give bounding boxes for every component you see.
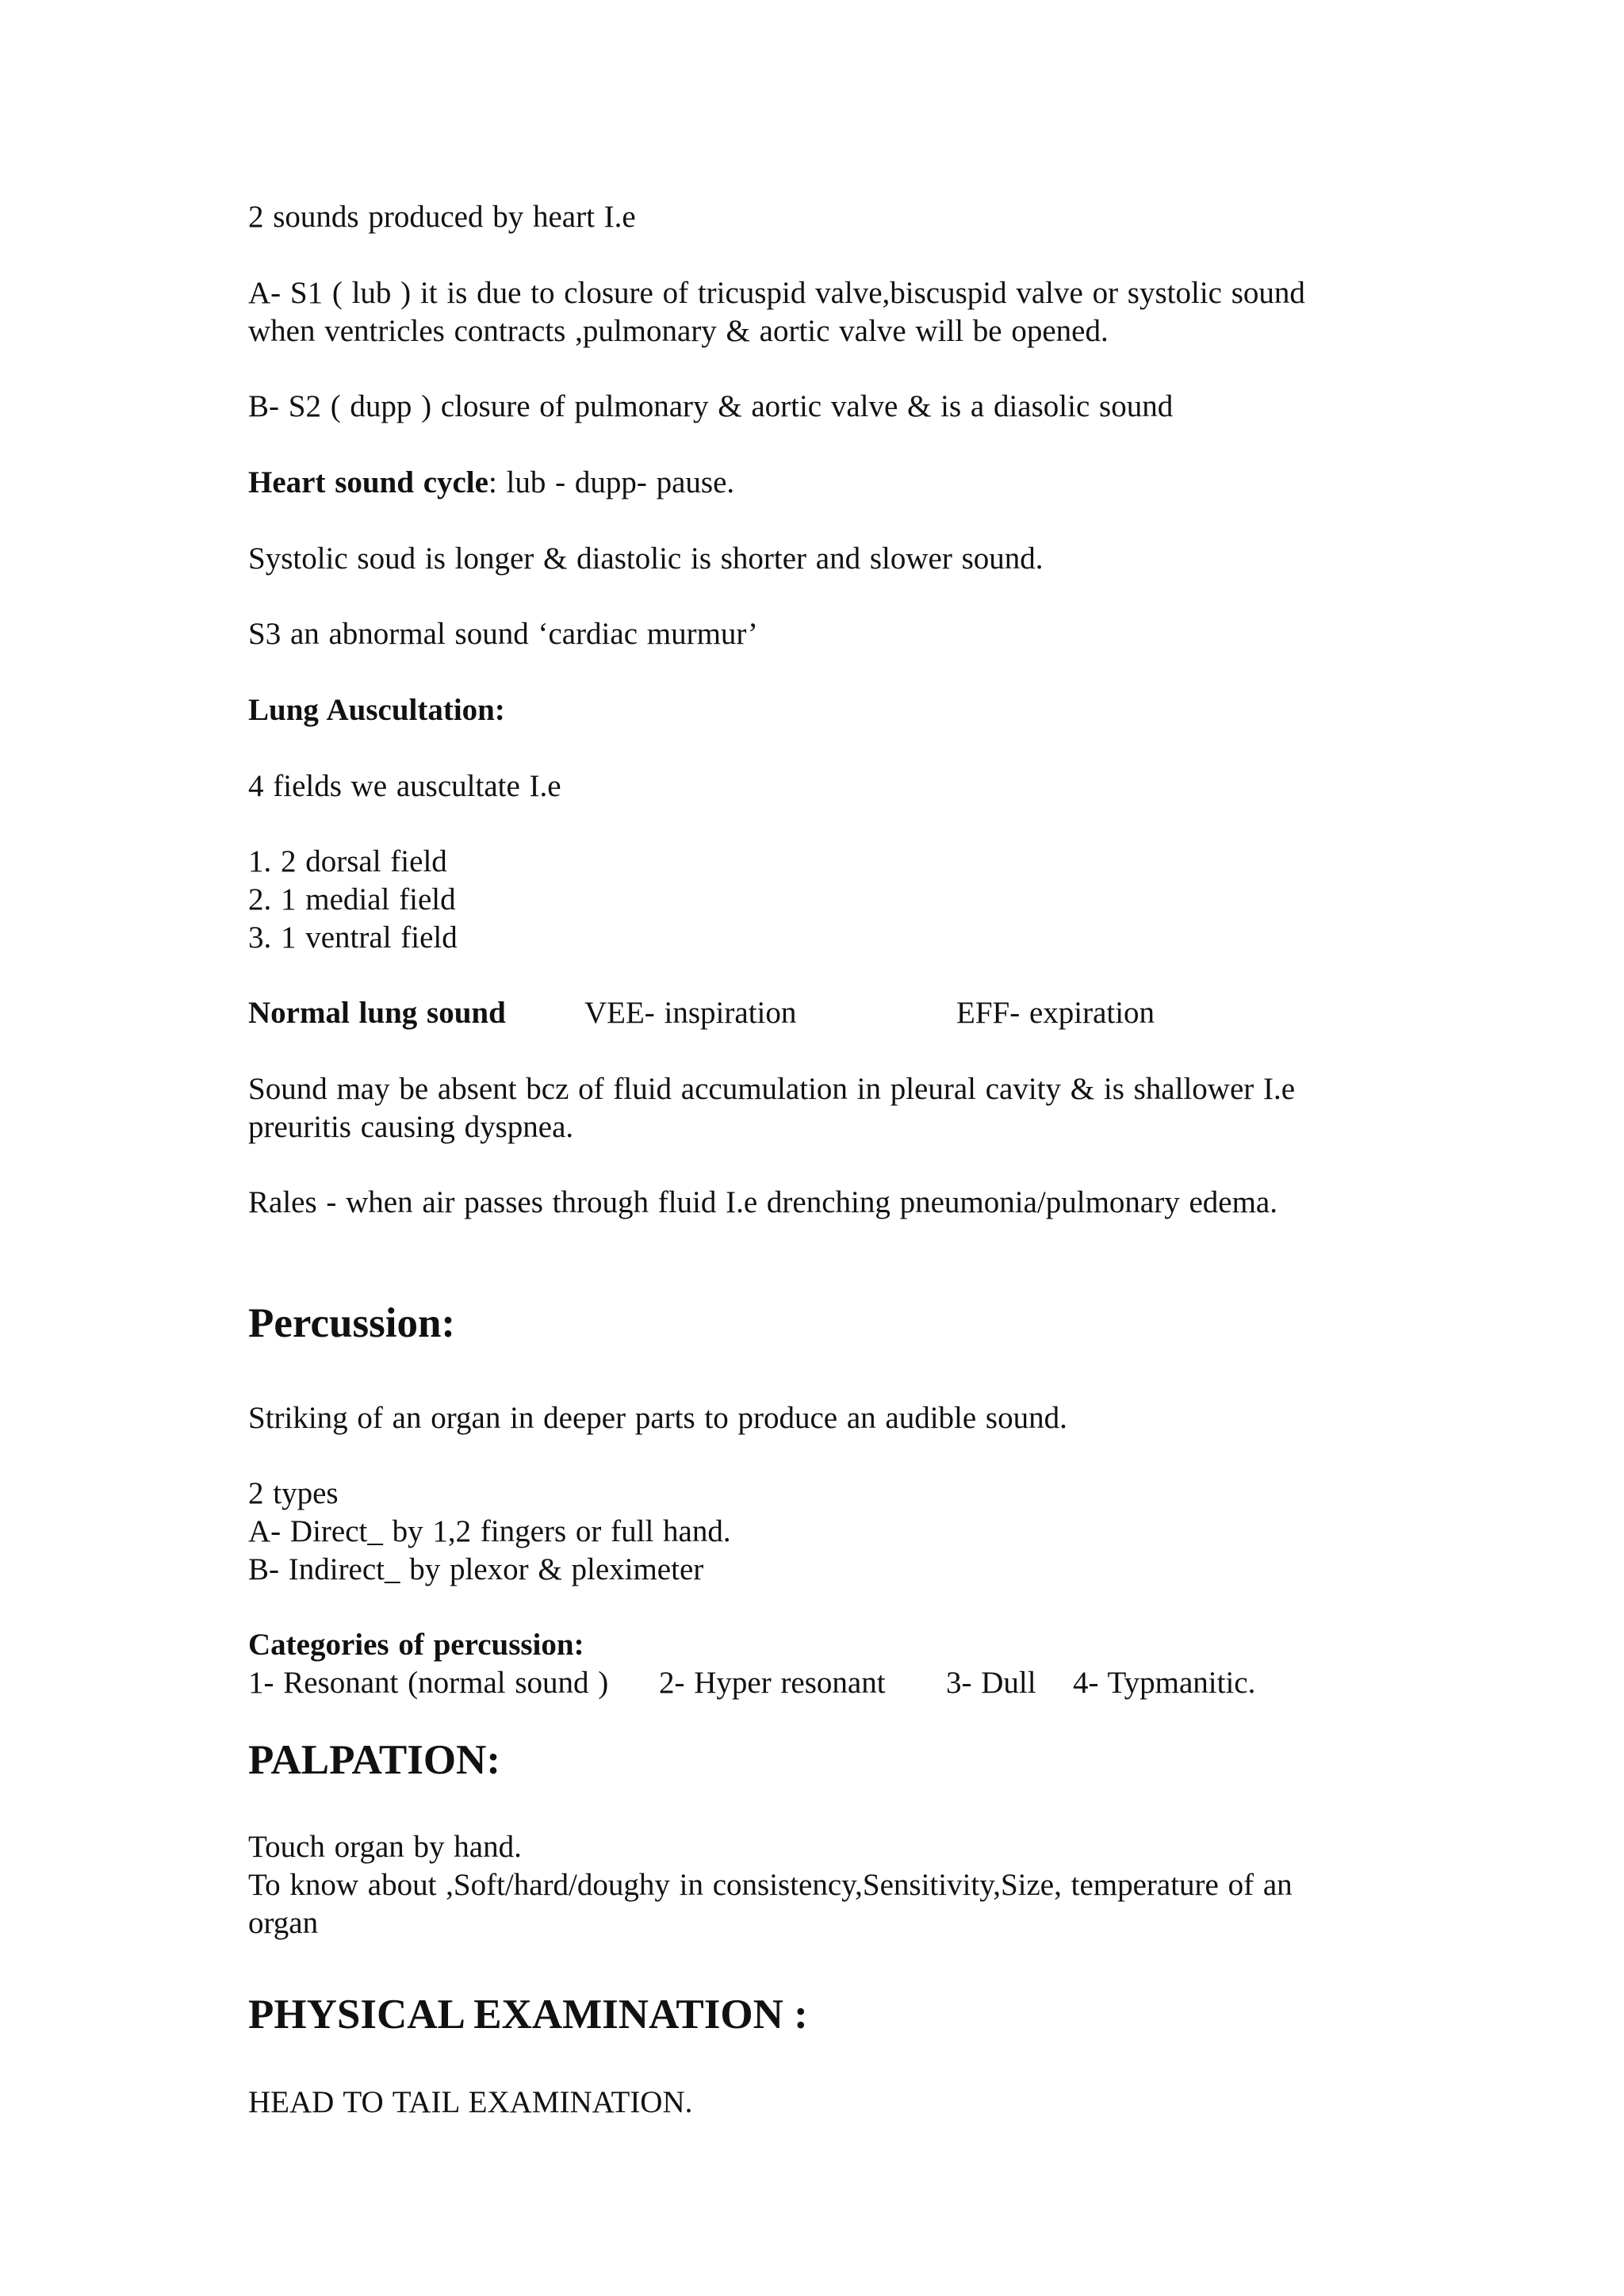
s3-line: S3 an abnormal sound ‘cardiac murmur’	[248, 617, 758, 651]
percussion-type-b: B- Indirect_ by plexor & pleximeter	[248, 1552, 704, 1586]
lung-fields-intro: 4 fields we auscultate I.e	[248, 769, 561, 803]
palpation-heading: PALPATION:	[248, 1737, 500, 1783]
vee-text: VEE- inspiration	[584, 996, 797, 1030]
eff-text: EFF- expiration	[956, 996, 1155, 1030]
palpation-line-1: Touch organ by hand.	[248, 1830, 522, 1864]
heart-intro: 2 sounds produced by heart I.e	[248, 200, 636, 234]
physical-examination-line: HEAD TO TAIL EXAMINATION.	[248, 2085, 693, 2119]
normal-lung-sound-label: Normal lung sound	[248, 996, 506, 1030]
absent-line-2: preuritis causing dyspnea.	[248, 1110, 574, 1144]
palpation-line-3: organ	[248, 1906, 319, 1940]
lung-field-item: 2. 1 medial field	[248, 882, 456, 916]
percussion-types-intro: 2 types	[248, 1476, 339, 1510]
categories-heading: Categories of percussion:	[248, 1628, 584, 1662]
absent-line-1: Sound may be absent bcz of fluid accumulation in pleural cavity & is shallower I.e	[248, 1072, 1296, 1106]
lung-field-item: 1. 2 dorsal field	[248, 844, 447, 878]
category-item: 4- Typmanitic.	[1073, 1666, 1256, 1700]
s1-line-1: A- S1 ( lub ) it is due to closure of tricuspid valve,biscuspid valve or systolic sound	[248, 276, 1305, 310]
physical-examination-heading: PHYSICAL EXAMINATION :	[248, 1992, 808, 2038]
rales-line: Rales - when air passes through fluid I.e drenching pneumonia/pulmonary edema.	[248, 1185, 1277, 1219]
lung-field-item: 3. 1 ventral field	[248, 920, 458, 955]
category-item: 1- Resonant (normal sound )	[248, 1666, 609, 1700]
category-item: 2- Hyper resonant	[659, 1666, 886, 1700]
palpation-line-2: To know about ,Soft/hard/doughy in consistency,Sensitivity,Size, temperature of an	[248, 1868, 1293, 1902]
category-item: 3- Dull	[946, 1666, 1036, 1700]
s2-line: B- S2 ( dupp ) closure of pulmonary & aortic valve & is a diasolic sound	[248, 389, 1174, 423]
s1-line-2: when ventricles contracts ,pulmonary & aortic valve will be opened.	[248, 314, 1109, 348]
systolic-line: Systolic soud is longer & diastolic is shorter and slower sound.	[248, 541, 1044, 576]
percussion-definition: Striking of an organ in deeper parts to produce an audible sound.	[248, 1401, 1067, 1435]
percussion-heading: Percussion:	[248, 1300, 456, 1346]
heart-cycle-text: : lub - dupp- pause.	[488, 465, 735, 499]
heart-cycle-line	[248, 464, 734, 502]
heart-cycle-label: Heart sound cycle	[248, 465, 488, 499]
percussion-type-a: A- Direct_ by 1,2 fingers or full hand.	[248, 1514, 731, 1548]
lung-heading: Lung Auscultation:	[248, 693, 505, 727]
